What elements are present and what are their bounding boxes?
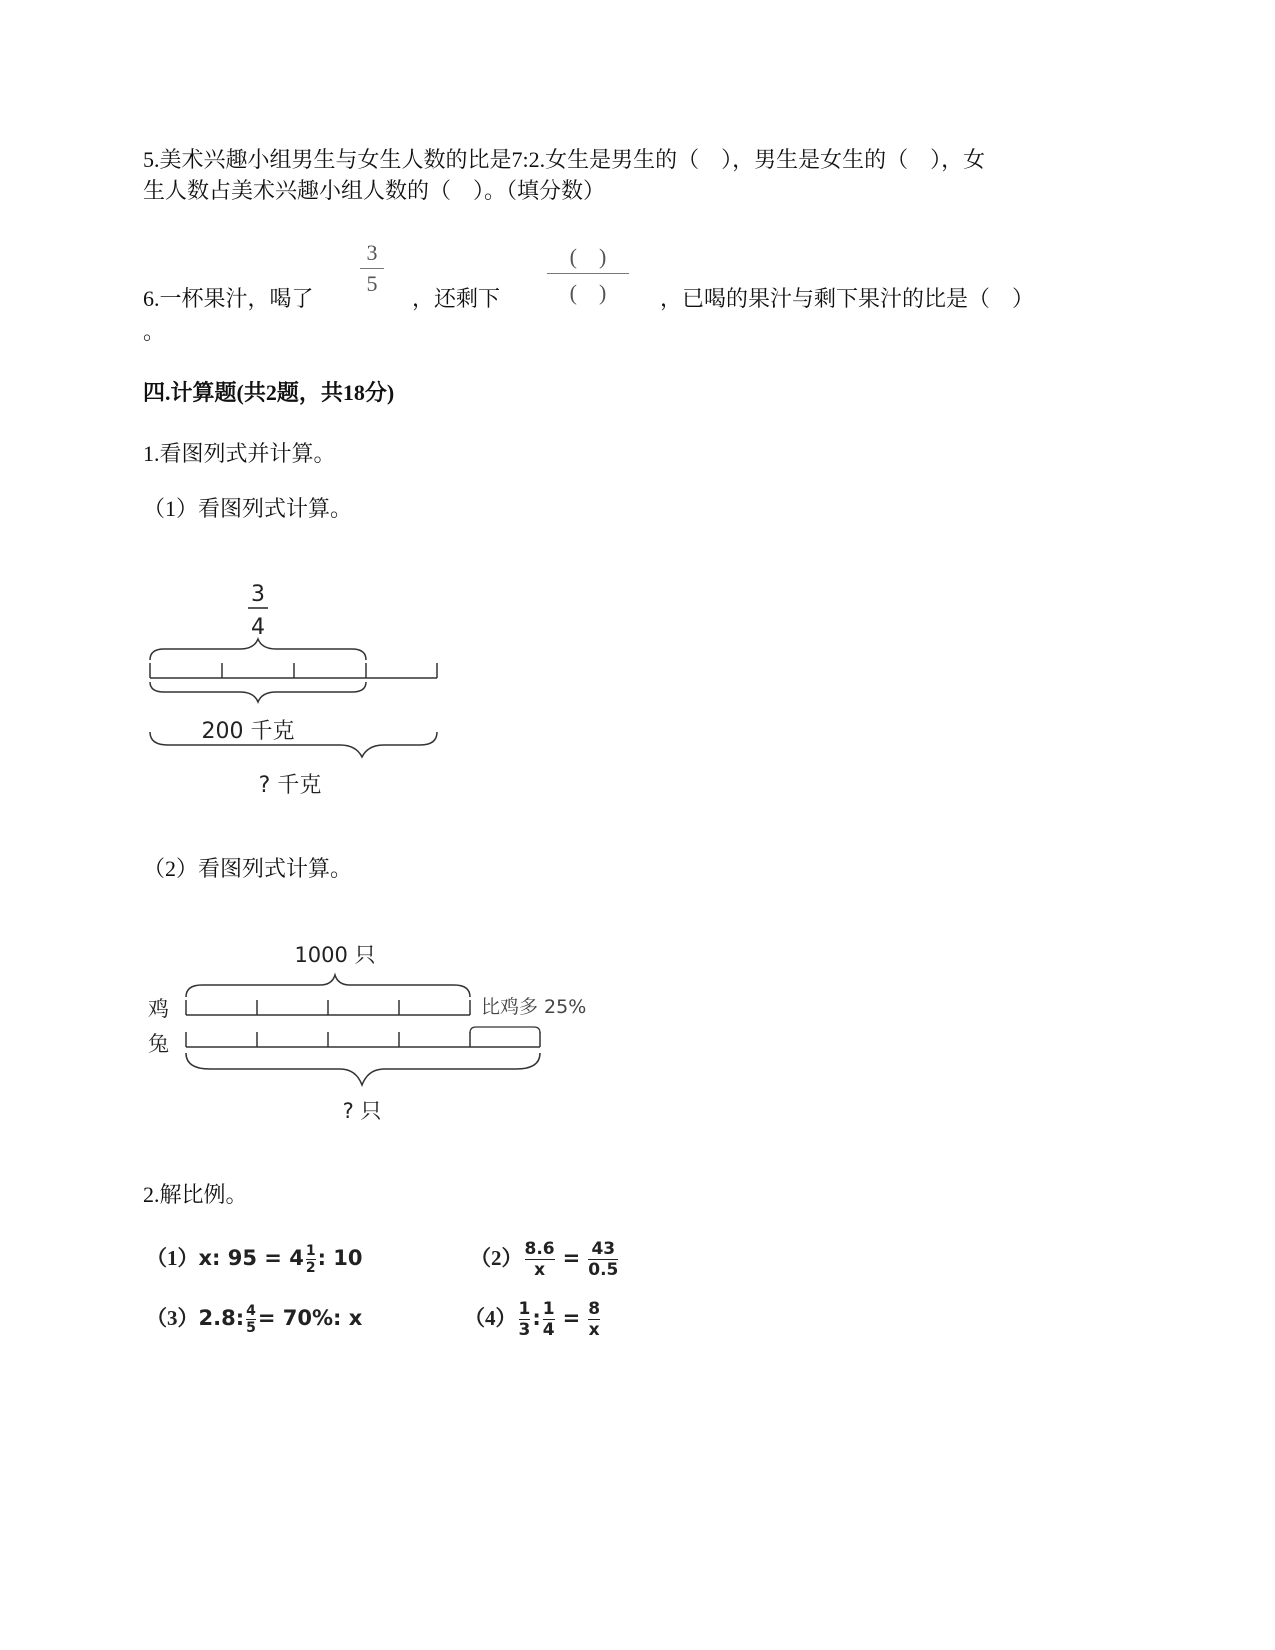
diagram-chicken-rabbit	[140, 935, 600, 1135]
fraction: $\frac{8.6}{x}$	[524, 1238, 555, 1280]
mixed-fraction: $\frac{1}{2}$	[305, 1242, 316, 1276]
rabbit-brace	[186, 1053, 540, 1085]
proportion-2: （2） $\frac{8.6}{x}$ = $\frac{43}{0.5}$	[470, 1238, 619, 1280]
chicken-brace	[186, 975, 470, 997]
proportion-4: （4） $\frac{1}{3}$ : $\frac{1}{4}$ = $\frac{8}{x}$	[464, 1298, 601, 1340]
expression: : 10	[317, 1246, 363, 1270]
chicken-label: 鸡	[148, 997, 169, 1021]
calc-2-title: 2.解比例。	[143, 1182, 248, 1207]
fraction: $\frac{1}{4}$	[542, 1298, 555, 1340]
fraction-denominator: 5	[366, 271, 378, 296]
proportion-3	[146, 1298, 362, 1338]
diagram-fraction-denominator: 4	[251, 615, 265, 640]
question-6-fraction-blank[interactable]	[547, 240, 629, 307]
problem-label: （4）	[464, 1306, 517, 1330]
blank-numerator: ( )	[569, 244, 607, 269]
chicken-count-label: 1000 只	[294, 943, 376, 967]
section-title: 四.计算题(共2题，共18分)	[143, 380, 395, 405]
fraction: $\frac{43}{0.5}$	[588, 1238, 619, 1280]
extra-brace	[470, 1027, 540, 1033]
proportion-1	[146, 1238, 363, 1278]
expression: = 70%: x	[257, 1306, 363, 1330]
question-5-line-1: 5.美术兴趣小组男生与女生人数的比是7:2.女生是男生的（ ），男生是女生的（ ），女	[143, 147, 986, 172]
calc-1-sub-1: （1）看图列式计算。	[143, 496, 353, 521]
question-6-text-1: 6.一杯果汁，喝了	[143, 286, 314, 311]
expression: x: 95 = 4	[198, 1246, 304, 1270]
top-brace	[150, 639, 366, 660]
problem-label: （2）	[470, 1246, 523, 1270]
problem-label: （3）	[146, 1306, 199, 1330]
question-6-end: 。	[143, 319, 166, 344]
diagram-fraction-numerator: 3	[251, 582, 265, 607]
expression: 2.8:	[198, 1306, 245, 1330]
rabbit-label: 兔	[148, 1032, 169, 1056]
question-5-line-2: 生人数占美术兴趣小组人数的（ ）。（填分数）	[143, 178, 606, 203]
known-weight-label: 200 千克	[201, 719, 295, 744]
fraction: $\frac{4}{5}$	[246, 1302, 256, 1336]
fraction: $\frac{1}{3}$	[518, 1298, 531, 1340]
rabbit-unknown-label: ? 只	[342, 1099, 382, 1123]
question-6-text-3: ，已喝的果汁与剩下果汁的比是（ ）	[660, 286, 1035, 311]
blank-denominator: ( )	[569, 280, 607, 305]
calc-1-sub-2: （2）看图列式计算。	[143, 856, 353, 881]
question-6-fraction-drunk	[360, 240, 384, 297]
fraction-numerator: 3	[366, 240, 378, 265]
diagram-weight	[140, 575, 460, 805]
lower-brace	[150, 682, 366, 702]
fraction: $\frac{8}{x}$	[588, 1298, 601, 1340]
unknown-weight-label: ? 千克	[258, 773, 322, 798]
question-6-text-2: ，还剩下	[412, 286, 501, 311]
problem-label: （1）	[146, 1246, 199, 1270]
extra-percent-label: 比鸡多 25%	[481, 996, 587, 1018]
calc-1-title: 1.看图列式并计算。	[143, 441, 336, 466]
